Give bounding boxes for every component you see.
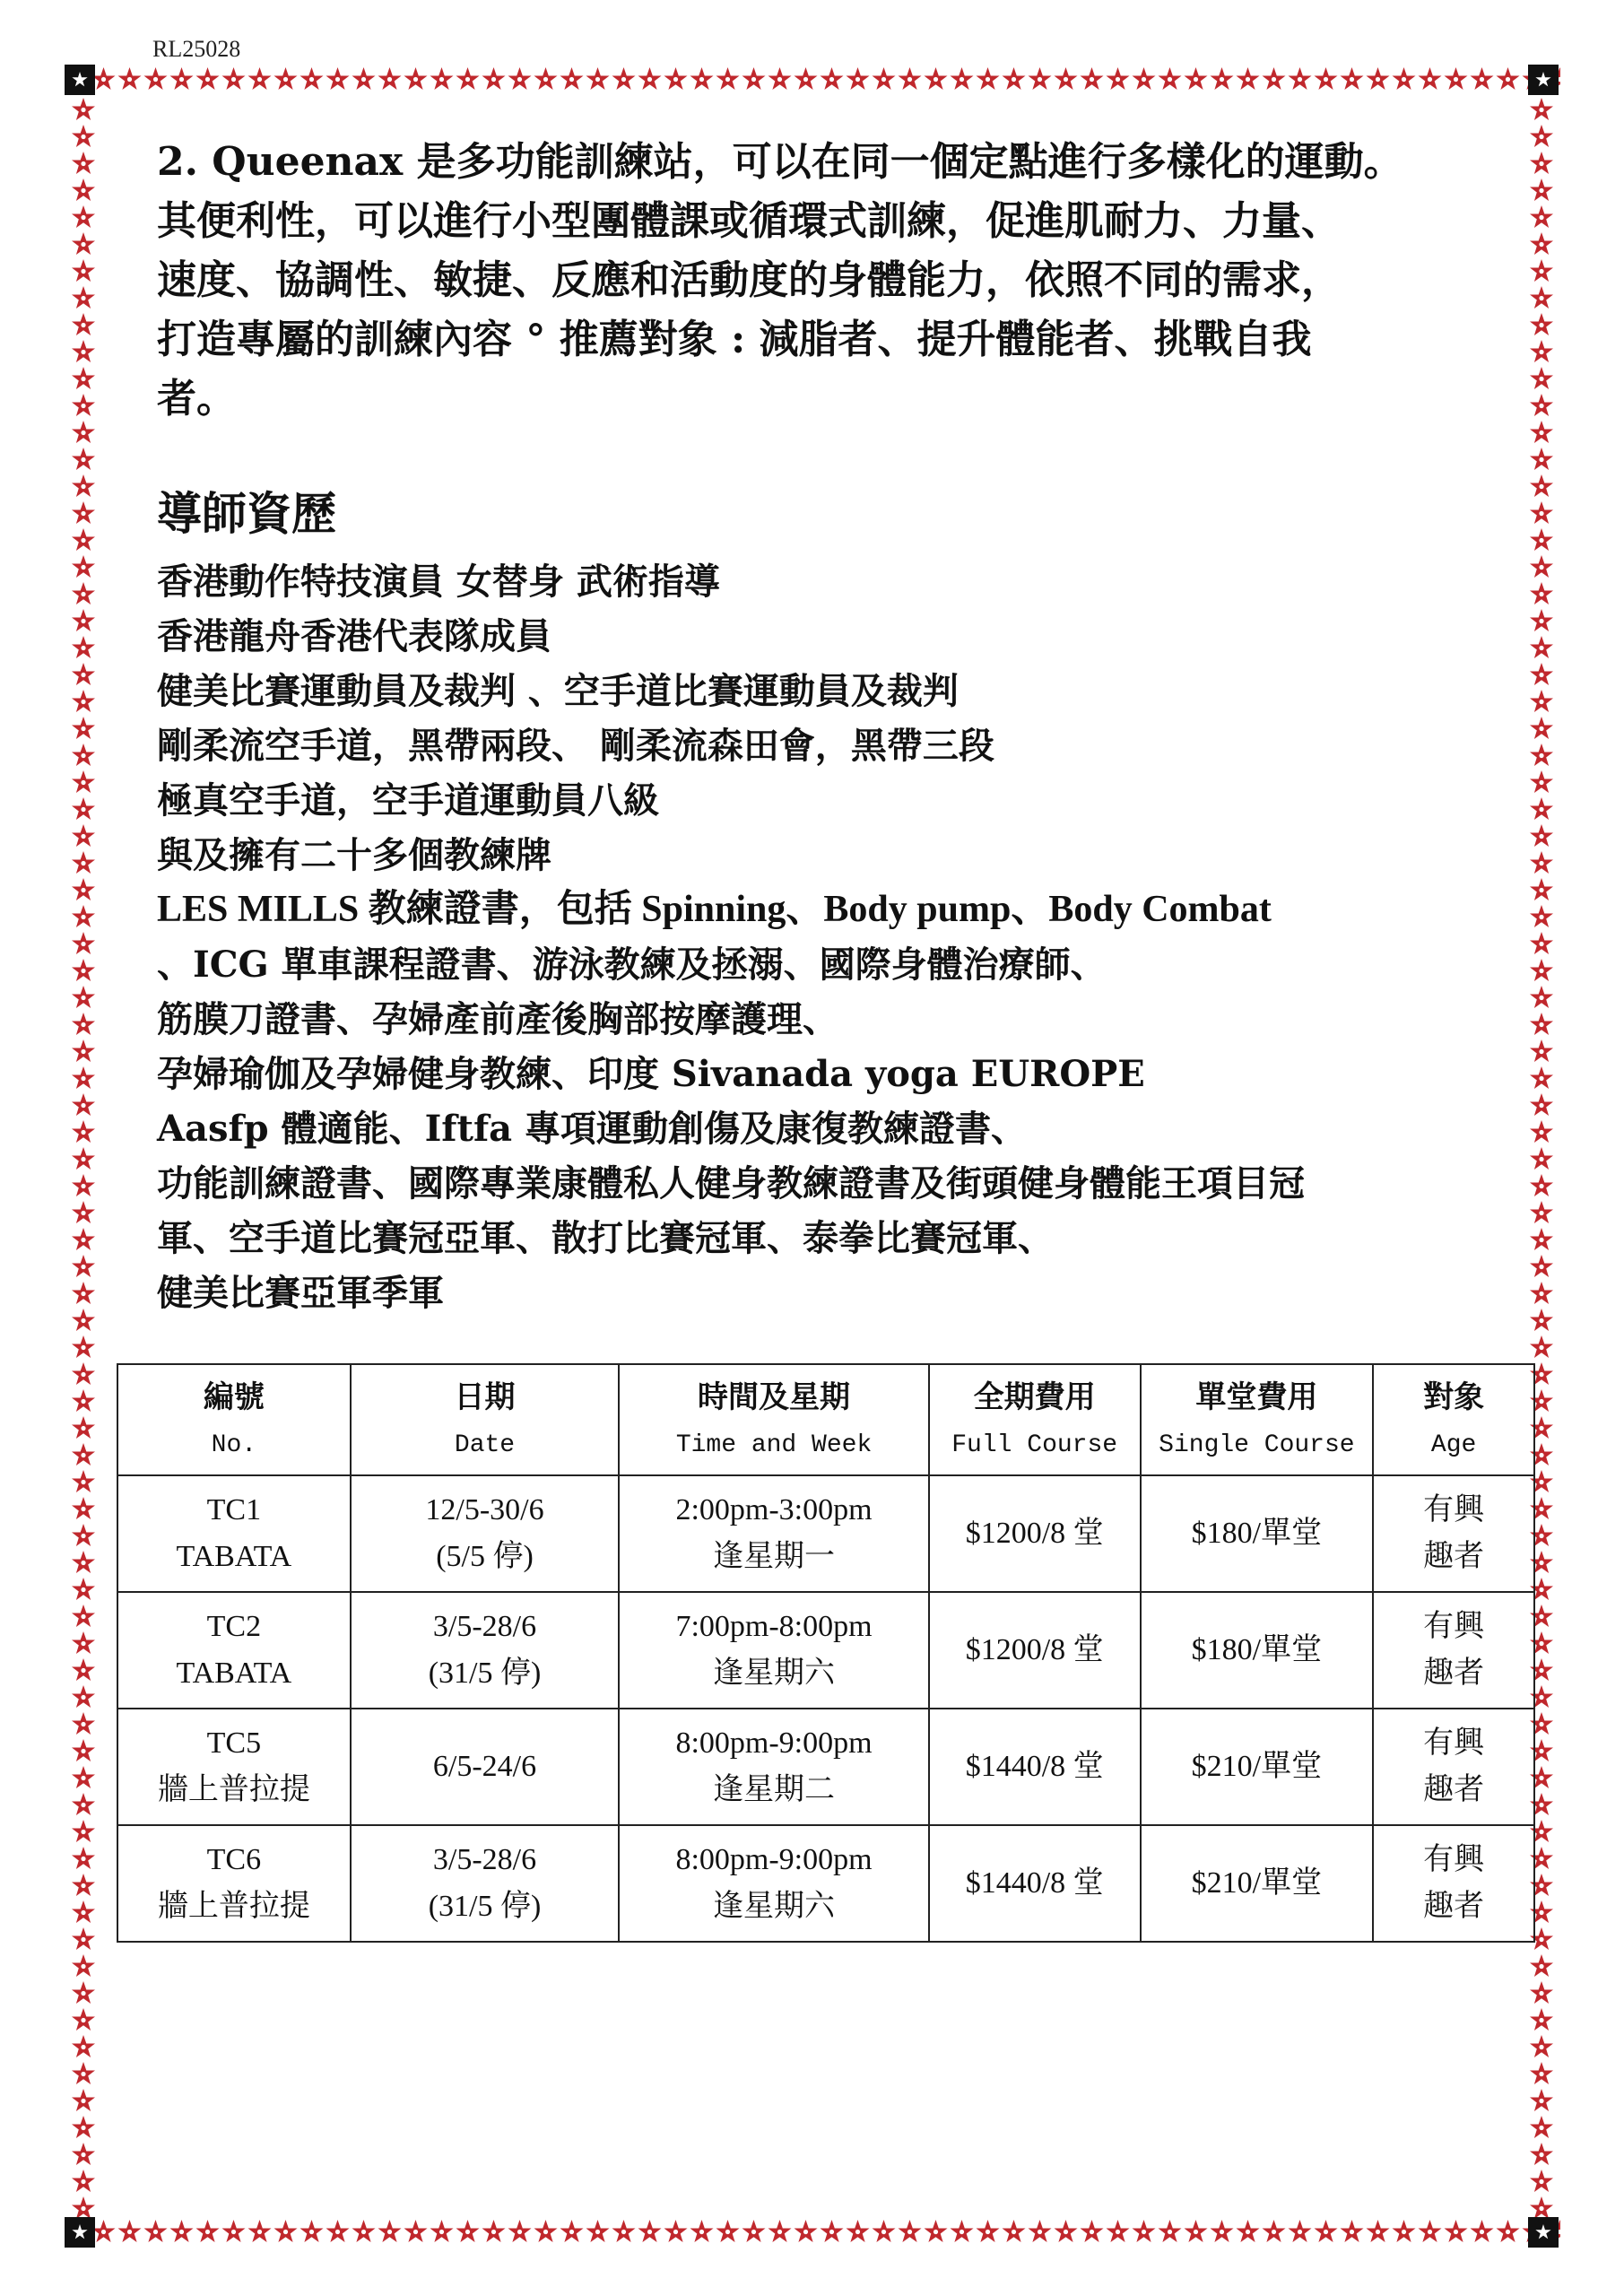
age-cell: 有興 趣者 — [1373, 1592, 1534, 1709]
intro-line: 速度、協調性、敏捷、反應和活動度的身體能力，依照不同的需求， — [157, 257, 1341, 303]
border-corner-top-left — [65, 65, 95, 95]
column-header-no: 編號 No. — [117, 1364, 351, 1475]
column-header-single-fee: 單堂費用 Single Course — [1141, 1364, 1374, 1475]
qualification-item: 香港龍舟香港代表隊成員 — [157, 615, 551, 657]
full-fee-cell: $1200/8 堂 — [929, 1475, 1141, 1592]
course-schedule-table — [117, 1363, 1535, 1943]
time-cell: 2:00pm-3:00pm 逢星期一 — [619, 1475, 929, 1592]
border-corner-bottom-right — [1528, 2217, 1559, 2248]
intro-line: 打造專屬的訓練內容 ° 推薦對象 : 減脂者、提升體能者、挑戰自我 — [157, 317, 1312, 362]
qualification-item: 健美比賽亞軍季軍 — [157, 1272, 444, 1314]
single-fee-cell: $180/單堂 — [1141, 1475, 1374, 1592]
border-corner-top-right — [1528, 65, 1559, 95]
course-code-cell: TC1 TABATA — [117, 1475, 351, 1592]
table-row — [117, 1709, 1534, 1825]
intro-line: 其便利性，可以進行小型團體課或循環式訓練，促進肌耐力、力量、 — [157, 198, 1341, 244]
full-fee-cell: $1440/8 堂 — [929, 1825, 1141, 1942]
time-cell: 7:00pm-8:00pm 逢星期六 — [619, 1592, 929, 1709]
single-fee-cell: $210/單堂 — [1141, 1709, 1374, 1825]
course-code-cell: TC5 牆上普拉提 — [117, 1709, 351, 1825]
queenax-intro — [157, 133, 1484, 429]
age-cell: 有興 趣者 — [1373, 1709, 1534, 1825]
time-cell: 8:00pm-9:00pm 逢星期六 — [619, 1825, 929, 1942]
qualification-item: 功能訓練證書、國際專業康體私人健身教練證書及街頭健身體能王項目冠 — [157, 1162, 1305, 1205]
single-fee-cell: $210/單堂 — [1141, 1825, 1374, 1942]
qualification-item: 、ICG 單車課程證書、游泳教練及拯溺、國際身體治療師、 — [157, 944, 1107, 986]
date-cell: 6/5-24/6 — [351, 1709, 620, 1825]
column-header-full-fee: 全期費用 Full Course — [929, 1364, 1141, 1475]
instructor-section-title: 導師資歷 — [157, 487, 336, 540]
star-border-left — [68, 95, 99, 2217]
qualification-item: 與及擁有二十多個教練牌 — [157, 834, 551, 876]
star-border-top — [65, 65, 1560, 95]
qualification-item: 香港動作特技演員 女替身 武術指導 — [157, 561, 720, 603]
qualification-item: 軍、空手道比賽冠亞軍、散打比賽冠軍、泰拳比賽冠軍、 — [157, 1217, 1054, 1259]
date-cell: 3/5-28/6 (31/5 停) — [351, 1592, 620, 1709]
single-fee-cell: $180/單堂 — [1141, 1592, 1374, 1709]
column-header-time: 時間及星期 Time and Week — [619, 1364, 929, 1475]
document-code: RL25028 — [152, 36, 241, 62]
qualification-item: LES MILLS 教練證書，包括 Spinning、Body pump、Body Combat — [157, 889, 1272, 930]
intro-line: 者。 — [157, 376, 236, 422]
qualification-item: 筋膜刀證書、孕婦產前產後胸部按摩護理、 — [157, 998, 838, 1040]
qualification-item: 健美比賽運動員及裁判 、空手道比賽運動員及裁判 — [157, 670, 959, 712]
qualification-item: 剛柔流空手道，黑帶兩段、 剛柔流森田會，黑帶三段 — [157, 725, 994, 767]
qualification-item: 孕婦瑜伽及孕婦健身教練、印度 Sivanada yoga EUROPE — [157, 1053, 1145, 1095]
table-row — [117, 1475, 1534, 1592]
time-cell: 8:00pm-9:00pm 逢星期二 — [619, 1709, 929, 1825]
age-cell: 有興 趣者 — [1373, 1475, 1534, 1592]
border-corner-bottom-left — [65, 2217, 95, 2248]
qualification-item: Aasfp 體適能、Iftfa 專項運動創傷及康復教練證書、 — [157, 1108, 1028, 1150]
age-cell: 有興 趣者 — [1373, 1825, 1534, 1942]
column-header-age: 對象 Age — [1373, 1364, 1534, 1475]
date-cell: 12/5-30/6 (5/5 停) — [351, 1475, 620, 1592]
full-fee-cell: $1440/8 堂 — [929, 1709, 1141, 1825]
intro-line: 2. Queenax 是多功能訓練站，可以在同一個定點進行多樣化的運動。 — [157, 139, 1403, 185]
table-header-row — [117, 1364, 1534, 1475]
full-fee-cell: $1200/8 堂 — [929, 1592, 1141, 1709]
course-code-cell: TC2 TABATA — [117, 1592, 351, 1709]
qualification-item: 極真空手道，空手道運動員八級 — [157, 779, 659, 822]
instructor-qualifications — [157, 554, 1484, 1320]
star-border-bottom — [65, 2217, 1560, 2248]
main-content — [157, 133, 1484, 1320]
course-code-cell: TC6 牆上普拉提 — [117, 1825, 351, 1942]
table-row — [117, 1825, 1534, 1942]
table-row — [117, 1592, 1534, 1709]
column-header-date: 日期 Date — [351, 1364, 620, 1475]
date-cell: 3/5-28/6 (31/5 停) — [351, 1825, 620, 1942]
